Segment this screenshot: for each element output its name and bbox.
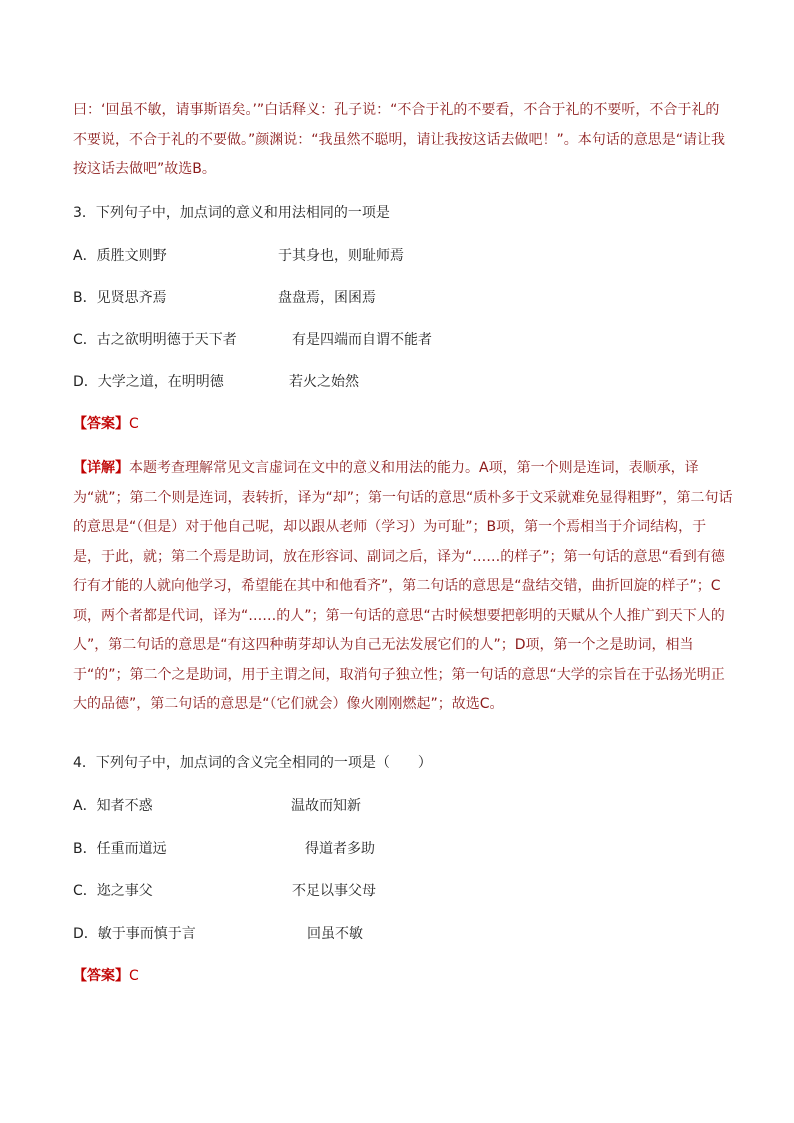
q3-option-d (73, 371, 359, 391)
q4-answer-tag: 【答案】 (73, 968, 129, 984)
q3-option-c (73, 329, 432, 349)
q3-option-a-right: 于其身也，则耻师焉 (278, 248, 404, 264)
q3-option-b-left: B．见贤思齐焉 (73, 290, 167, 306)
q4-option-d-right: 回虽不敏 (307, 926, 363, 942)
q4-option-b-right: 得道者多助 (305, 841, 375, 857)
q4-option-a-right: 温故而知新 (291, 798, 361, 814)
q3-answer (73, 413, 139, 433)
q4-option-c-left: C．迩之事父 (73, 883, 153, 899)
question-4-stem: 4．下列句子中，加点词的含义完全相同的一项是（ ） (73, 755, 432, 771)
intro-paragraph: 曰：‘回虽不敏，请事斯语矣。’”白话释义：孔子说：“不合于礼的不要看，不合于礼的不要听，不合于礼的不要说，不合于礼的不要做。”颜渊说：“我虽然不聪明，请让我按这话去做吧！”。本句话的意思是“请让我按这话去做吧”故选B。 (73, 102, 726, 177)
q4-answer (73, 965, 139, 985)
q3-option-b-right: 盘盘焉，囷囷焉 (278, 290, 376, 306)
q4-option-d (73, 923, 363, 943)
q4-option-d-left: D．敏于事而慎于言 (73, 926, 196, 942)
question-3-stem: 3．下列句子中，加点词的意义和用法相同的一项是 (73, 205, 390, 221)
q3-option-d-left: D．大学之道，在明明德 (73, 374, 224, 390)
q4-option-a-left: A．知者不惑 (73, 798, 153, 814)
q4-answer-value: C (129, 968, 139, 984)
q3-detail-text: 本题考查理解常见文言虚词在文中的意义和用法的能力。A项，第一个则是连词，表顺承，译为“就”；第二个则是连词，表转折，译为“却”；第一句话的意思“质朴多于文采就难免显得粗野”，第二句话的意思是“（但是）对于他自己呢，却以跟从老师（学习）为可耻”；B项，第一个焉相当于介词结构，于是，于此，就；第二个焉是助词，放在形容词、副词之后，译为“……的样子”；第一句话的意思“看到有德行有才能的人就向他学习，希望能在其中和他看齐”，第二句话的意思是“盘结交错，曲折回旋的样子”；C项，两个者都是代词，译为“……的人”；第一句话的意思“古时候想要把彰明的天赋从个人推广到天下人的人”，第二句话的意思是“有这四种萌芽却认为自己无法发展它们的人”；D项，第一个之是助词，相当于“的”；第二个之是助词，用于主谓之间，取消句子独立性；第一句话的意思“大学的宗旨在于弘扬光明正大的品德”，第二句话的意思是“（它们就会）像火刚刚燃起”；故选C。 (73, 460, 733, 712)
q4-option-c (73, 880, 376, 900)
q4-option-b (73, 838, 375, 858)
q3-option-a-left: A．质胜文则野 (73, 248, 167, 264)
q3-answer-value: C (129, 416, 139, 432)
q3-answer-tag: 【答案】 (73, 416, 129, 432)
q3-detail (73, 454, 733, 720)
q4-option-a (73, 795, 361, 815)
q3-detail-tag: 【详解】 (73, 460, 129, 476)
q3-option-b (73, 287, 376, 307)
q3-option-d-right: 若火之始然 (289, 374, 359, 390)
q4-option-c-right: 不足以事父母 (292, 883, 376, 899)
q3-option-c-left: C．古之欲明明德于天下者 (73, 332, 237, 348)
q4-option-b-left: B．任重而道远 (73, 841, 167, 857)
q3-option-a (73, 245, 404, 265)
q3-option-c-right: 有是四端而自谓不能者 (292, 332, 432, 348)
